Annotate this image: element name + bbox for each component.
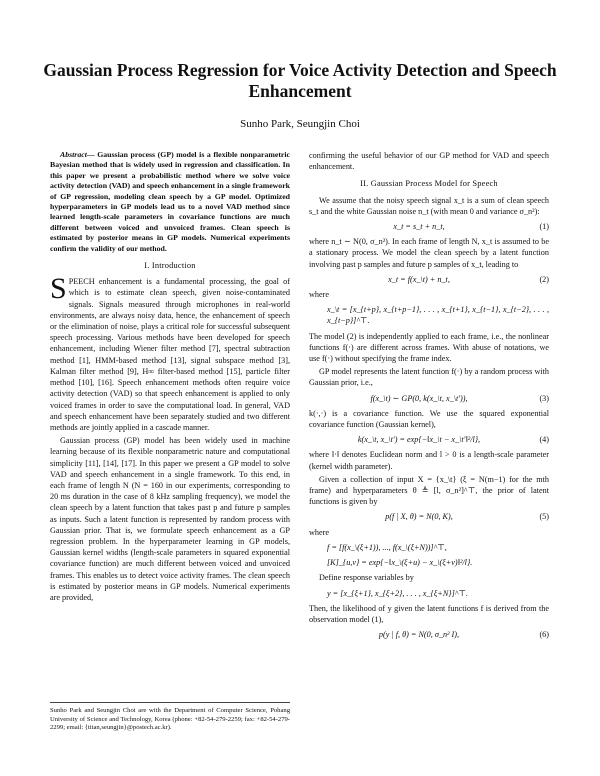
equation-5: p(f | X, θ) = N(0, K), (5) xyxy=(385,512,549,522)
equation-x-vector: x_\t = [x_{t+p}, x_{t+p−1}, . . . , x_{t+1}, x_{t−1}, x_{t−2}, . . . , x_{t−p}]^⊤. xyxy=(327,305,549,326)
section-2-heading: II. Gaussian Process Model for Speech xyxy=(360,179,498,189)
equation-6: p(y | f, θ) = N(0, σ_n² I), (6) xyxy=(378,630,549,640)
footnote: Sunho Park and Seungjin Choi are with the Department of Computer Science, Pohang University of Science and Technology, Korea (phone: +82-54-279-2259; fax: +82-54-279-2299; email: {titan,seungjin}@postech.ac.kr). xyxy=(50,702,290,733)
abstract xyxy=(50,150,290,254)
equation-1: x_t = s_t + n_t, (1) xyxy=(393,222,549,232)
intro-paragraph-1-text: PEECH enhancement is a fundamental processing, the goal of which is to estimate clean speech, given noise-contaminated signals. Signals measured through microphones in real-world environments, are always noisy data, hence, the enhancement of speech or the elimination of noise, plays a critical role for successful subsequent speech processing. Various methods have been developed for speech enhancement, including Wiener filter method [7], spectral subtraction method [1], HMM-based method [13], signal subspace method [3], Kalman filter method [9], H∞ filter-based method [15], particle filter method [10], [16]. Speech enhancement methods often require voice activity detection (VAD) so that speech enhancement is applied to only voiced frames in order to save the computational load. In general, VAD and speech enhancement have been separately studied and two different methods are jointly applied in a cascade manner. xyxy=(50,277,290,432)
right-paragraph-4: GP model represents the latent function f(·) by a random process with Gaussian prior, i.e., xyxy=(309,367,549,388)
abstract-label: Abstract xyxy=(60,150,87,159)
equation-f-vector: f = [f(x_\(ξ+1)), ..., f(x_\(ξ+N))]^⊤, xyxy=(327,542,447,552)
drop-cap: S xyxy=(50,272,67,306)
right-paragraph-5: k(·,·) is a covariance function. We use the squared exponential covariance function (Gaussian kernel), xyxy=(309,408,549,430)
equation-y-vector: y = [x_{ξ+1}, x_{ξ+2}, . . . , x_{ξ+N}]^⊤. xyxy=(327,588,468,598)
left-column xyxy=(50,150,290,605)
right-paragraph-9: Then, the likelihood of y given the latent functions f is derived from the observation model (1), xyxy=(309,603,549,624)
right-paragraph-0: confirming the useful behavior of our GP method for VAD and speech enhancement. xyxy=(309,151,549,172)
equation-K-matrix: [K]_{u,v} = exp{−‖x_\(ξ+u) − x_\(ξ+v)‖²/l}. xyxy=(327,558,473,568)
equation-4: k(x_\t, x_\t′) = exp{−‖x_\t − x_\t′‖²/l}, (4) xyxy=(357,435,549,445)
intro-paragraph-1 xyxy=(50,272,290,433)
equation-2: x_t = f(x_\t) + n_t, (2) xyxy=(388,274,549,284)
right-paragraph-2: where n_t ∼ N(0, σ_n²). In each frame of length N, x_t is assumed to be a stationary process. We model the clean speech by a latent function involving past p samples and future p samples of x_t, leading to xyxy=(309,237,549,269)
paper-title: Gaussian Process Regression for Voice Activity Detection and Speech Enhancement xyxy=(43,60,557,101)
right-paragraph-6: where ‖·‖ denotes Euclidean norm and l > 0 is a length-scale parameter (kernel width parameter). xyxy=(309,450,549,471)
intro-paragraph-2: Gaussian process (GP) model has been widely used in machine learning because of its flexible nonparametric nature and computational simplicity [11], [14], [17]. In this paper we present a GP model to solve VAD and speech enhancement in a single framework. To this end, in each frame of length N (N = 160 in our experiments, corresponding to 20 ms duration in the case of 8 kHz sampling frequency), we model the clean speech by a latent function that takes past p and future p samples as inputs. Such a latent function is represented by random process with Gaussian prior. That is, we formulate speech enhancement as a GP regression problem. In the hyperparameter learning in GP models, Gaussian kernel widths (length-scale parameters in squared exponential covariance function) are much different between voiced and unvoiced frames. This enables us to detect voice activity frames. The clean speech is estimated by posterior means in GP models. Numerical experiments are provided, xyxy=(50,436,290,602)
equation-3: f(x_\t) ∼ GP(0, k(x_\t, x_\t′)), (3) xyxy=(370,393,549,403)
paper-authors: Sunho Park, Seungjin Choi xyxy=(240,118,360,130)
right-paragraph-8: Define response variables by xyxy=(319,573,414,583)
right-where-1: where xyxy=(309,290,330,300)
right-paragraph-7: Given a collection of input X = {x_\t} (ξ = N(m−1) for the mth frame) and hyperparameters θ ≜ [l, σ_n²]^⊤, the prior of latent functions is given by xyxy=(309,474,549,507)
right-paragraph-3: The model (2) is independently applied to each frame, i.e., the nonlinear functions f(·) are different across frames. With abuse of notations, we use f(·) without specifying the frame index. xyxy=(309,331,549,364)
right-where-2: where xyxy=(309,527,330,537)
right-column xyxy=(309,150,549,644)
section-1-heading: I. Introduction xyxy=(144,261,196,271)
abstract-text: — Gaussian process (GP) model is a flexible nonparametric Bayesian method that is widely used in regression and classification. In this paper we present a probabilistic method where we solve voice activity detection (VAD) and speech enhancement in a single framework of GP regression, modeling clean speech by a GP model. Optimized hyperparameters in GP models lead us to a novel VAD method since learned length-scale parameters in covariance functions are much different between voiced and unvoiced frames. Clean speech is estimated by posterior means in GP models. Numerical experiments confirm the validity of our method. xyxy=(50,150,290,253)
right-paragraph-1: We assume that the noisy speech signal x_t is a sum of clean speech s_t and the white Gaussian noise n_t (with mean 0 and variance σ_n²): xyxy=(309,195,549,216)
